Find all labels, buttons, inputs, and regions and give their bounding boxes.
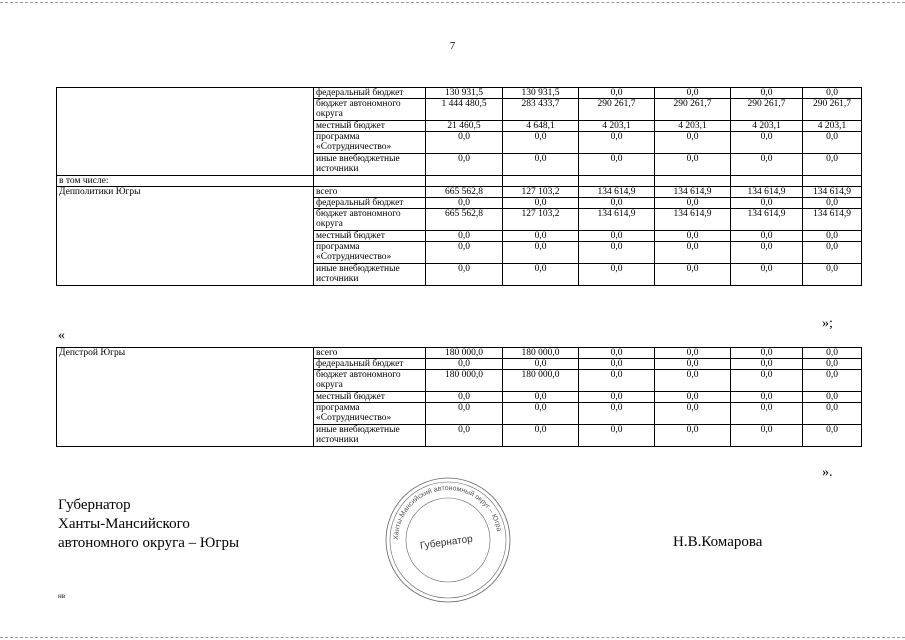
value-cell: 4 203,1 — [579, 121, 655, 132]
value-cell: 21 460,5 — [426, 121, 503, 132]
signer-name: Н.В.Комарова — [673, 534, 763, 550]
value-cell: 0,0 — [579, 198, 655, 209]
value-cell: 134 614,9 — [803, 209, 862, 231]
source-cell: всего — [314, 187, 426, 198]
source-cell: всего — [314, 348, 426, 359]
value-cell: 0,0 — [579, 88, 655, 99]
source-cell: иные внебюджетные источники — [314, 264, 426, 286]
value-cell: 134 614,9 — [803, 187, 862, 198]
source-cell: федеральный бюджет — [314, 198, 426, 209]
value-cell: 130 931,5 — [426, 88, 503, 99]
empty-cell — [503, 176, 579, 187]
value-cell: 134 614,9 — [579, 187, 655, 198]
signature-line-2: Ханты-Мансийского — [58, 516, 190, 532]
empty-cell — [731, 176, 803, 187]
value-cell: 0,0 — [731, 264, 803, 286]
table-row — [57, 88, 862, 99]
seal-ring-text: Ханты-Мансийский автономный округ – Югра — [392, 484, 503, 541]
value-cell: 0,0 — [803, 264, 862, 286]
value-cell: 665 562,8 — [426, 187, 503, 198]
empty-cell — [579, 176, 655, 187]
value-cell: 134 614,9 — [731, 209, 803, 231]
value-cell: 0,0 — [426, 403, 503, 425]
source-cell: программа «Сотрудничество» — [314, 132, 426, 154]
value-cell: 180 000,0 — [503, 370, 579, 392]
value-cell: 4 203,1 — [803, 121, 862, 132]
value-cell: 0,0 — [803, 359, 862, 370]
seal-center-text: Губернатор — [419, 533, 474, 552]
value-cell: 0,0 — [655, 403, 731, 425]
value-cell: 0,0 — [426, 359, 503, 370]
section-row — [57, 176, 862, 187]
value-cell: 290 261,7 — [731, 99, 803, 121]
empty-cell — [314, 176, 426, 187]
value-cell: 4 648,1 — [503, 121, 579, 132]
value-cell: 0,0 — [803, 403, 862, 425]
value-cell: 665 562,8 — [426, 209, 503, 231]
table-row — [57, 348, 862, 359]
value-cell: 127 103,2 — [503, 187, 579, 198]
value-cell: 0,0 — [426, 231, 503, 242]
closing-quote-2: ». — [822, 465, 833, 480]
value-cell: 0,0 — [655, 392, 731, 403]
value-cell: 134 614,9 — [655, 209, 731, 231]
value-cell: 0,0 — [579, 359, 655, 370]
source-cell: программа «Сотрудничество» — [314, 242, 426, 264]
empty-cell — [803, 176, 862, 187]
source-cell: иные внебюджетные источники — [314, 154, 426, 176]
value-cell: 0,0 — [503, 392, 579, 403]
value-cell: 0,0 — [803, 425, 862, 447]
value-cell: 0,0 — [579, 370, 655, 392]
value-cell: 134 614,9 — [731, 187, 803, 198]
value-cell: 0,0 — [803, 348, 862, 359]
signature-title — [58, 496, 239, 553]
signature-line-3: автономного округа – Югры — [58, 535, 240, 551]
value-cell: 0,0 — [503, 198, 579, 209]
page-edge-bottom — [0, 637, 905, 638]
value-cell: 0,0 — [731, 198, 803, 209]
value-cell: 0,0 — [503, 264, 579, 286]
source-cell: федеральный бюджет — [314, 359, 426, 370]
funding-table-2 — [56, 347, 862, 447]
value-cell: 0,0 — [426, 132, 503, 154]
value-cell: 1 444 480,5 — [426, 99, 503, 121]
value-cell: 4 203,1 — [655, 121, 731, 132]
value-cell: 0,0 — [503, 242, 579, 264]
value-cell: 0,0 — [731, 132, 803, 154]
value-cell: 0,0 — [426, 425, 503, 447]
value-cell: 0,0 — [803, 88, 862, 99]
value-cell: 0,0 — [579, 425, 655, 447]
value-cell: 0,0 — [426, 392, 503, 403]
value-cell: 0,0 — [579, 242, 655, 264]
source-cell: местный бюджет — [314, 121, 426, 132]
value-cell: 0,0 — [655, 231, 731, 242]
source-cell: местный бюджет — [314, 392, 426, 403]
value-cell: 0,0 — [503, 359, 579, 370]
page-edge-top — [0, 2, 905, 3]
value-cell: 0,0 — [579, 264, 655, 286]
value-cell: 0,0 — [655, 264, 731, 286]
value-cell: 0,0 — [503, 403, 579, 425]
value-cell: 0,0 — [503, 132, 579, 154]
value-cell: 0,0 — [655, 154, 731, 176]
footer-initials: нв — [58, 592, 66, 600]
value-cell: 0,0 — [731, 88, 803, 99]
value-cell: 0,0 — [579, 348, 655, 359]
value-cell: 0,0 — [655, 198, 731, 209]
value-cell: 180 000,0 — [503, 348, 579, 359]
source-cell: бюджет автономного округа — [314, 209, 426, 231]
value-cell: 0,0 — [655, 359, 731, 370]
source-cell: программа «Сотрудничество» — [314, 403, 426, 425]
value-cell: 130 931,5 — [503, 88, 579, 99]
table-row — [57, 187, 862, 198]
source-cell: бюджет автономного округа — [314, 99, 426, 121]
page-number: 7 — [449, 40, 456, 52]
value-cell: 290 261,7 — [655, 99, 731, 121]
value-cell: 134 614,9 — [655, 187, 731, 198]
value-cell: 180 000,0 — [426, 370, 503, 392]
department-cell: Депполитики Югры — [57, 187, 314, 286]
value-cell: 290 261,7 — [803, 99, 862, 121]
value-cell: 0,0 — [655, 425, 731, 447]
source-cell: бюджет автономного округа — [314, 370, 426, 392]
value-cell: 0,0 — [803, 132, 862, 154]
value-cell: 0,0 — [731, 425, 803, 447]
value-cell: 4 203,1 — [731, 121, 803, 132]
value-cell: 0,0 — [655, 242, 731, 264]
funding-table-1 — [56, 87, 862, 286]
value-cell: 0,0 — [426, 242, 503, 264]
value-cell: 0,0 — [803, 231, 862, 242]
source-cell: местный бюджет — [314, 231, 426, 242]
value-cell: 0,0 — [426, 154, 503, 176]
value-cell: 0,0 — [655, 348, 731, 359]
value-cell: 0,0 — [731, 359, 803, 370]
value-cell: 0,0 — [731, 348, 803, 359]
value-cell: 0,0 — [803, 198, 862, 209]
official-seal — [383, 475, 513, 605]
section-label: в том числе: — [57, 176, 314, 187]
value-cell: 0,0 — [503, 231, 579, 242]
value-cell: 290 261,7 — [579, 99, 655, 121]
source-cell: федеральный бюджет — [314, 88, 426, 99]
value-cell: 0,0 — [731, 231, 803, 242]
value-cell: 0,0 — [579, 403, 655, 425]
value-cell: 283 433,7 — [503, 99, 579, 121]
value-cell: 0,0 — [803, 392, 862, 403]
value-cell: 0,0 — [579, 154, 655, 176]
opening-quote: « — [58, 328, 65, 343]
value-cell: 127 103,2 — [503, 209, 579, 231]
value-cell: 0,0 — [503, 154, 579, 176]
value-cell: 0,0 — [731, 242, 803, 264]
value-cell: 0,0 — [655, 88, 731, 99]
closing-quote-1: »; — [822, 316, 833, 331]
value-cell: 180 000,0 — [426, 348, 503, 359]
value-cell: 0,0 — [655, 370, 731, 392]
value-cell: 0,0 — [655, 132, 731, 154]
org-cell — [57, 88, 314, 176]
value-cell: 0,0 — [731, 370, 803, 392]
value-cell: 0,0 — [426, 264, 503, 286]
source-cell: иные внебюджетные источники — [314, 425, 426, 447]
value-cell: 0,0 — [731, 154, 803, 176]
value-cell: 0,0 — [503, 425, 579, 447]
value-cell: 0,0 — [579, 231, 655, 242]
value-cell: 0,0 — [803, 154, 862, 176]
value-cell: 0,0 — [426, 198, 503, 209]
svg-text:Ханты-Мансийский автономный ок — [393, 485, 502, 540]
signature-line-1: Губернатор — [58, 497, 131, 513]
value-cell: 0,0 — [579, 132, 655, 154]
empty-cell — [426, 176, 503, 187]
value-cell: 0,0 — [803, 370, 862, 392]
value-cell: 0,0 — [803, 242, 862, 264]
value-cell: 134 614,9 — [579, 209, 655, 231]
value-cell: 0,0 — [579, 392, 655, 403]
value-cell: 0,0 — [731, 392, 803, 403]
value-cell: 0,0 — [731, 403, 803, 425]
empty-cell — [655, 176, 731, 187]
department-cell: Депстрой Югры — [57, 348, 314, 447]
